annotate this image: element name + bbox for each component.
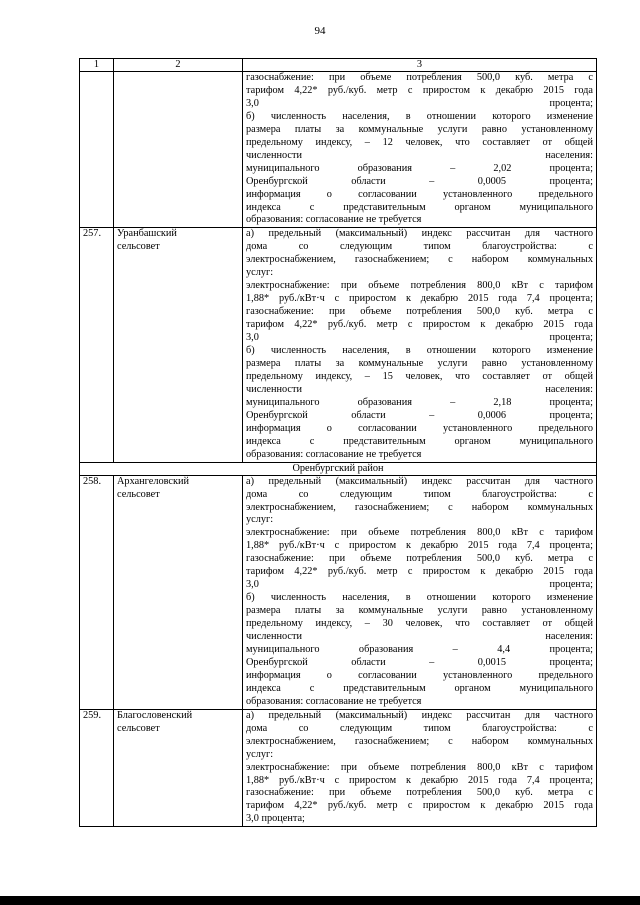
municipality-name-line: Благословенский [117,709,193,721]
detail-line: газоснабжение: при объеме потребления 500,0 куб. метра с [246,72,593,83]
detail-line: размера платы за коммунальные услуги равно установленному [246,123,593,135]
detail-line: электроснабжение: при объеме потребления 800,0 кВт с тарифом [246,280,593,292]
detail-line: дома со следующим типом благоустройства: с [246,488,593,500]
detail-line: 1,88* руб./кВт⋅ч с приростом к декабрю 2015 года 7,4 процента; [246,540,593,552]
detail-line: численности населения: [246,149,593,161]
detail-line: тарифом 4,22* руб./куб. метр с приростом к декабрю 2015 года [246,319,593,331]
detail-line: газоснабжение: при объеме потребления 500,0 куб. метра с [246,306,593,318]
detail-line: муниципального образования – 4,4 процента; [246,643,593,655]
detail-line: 3,0 процента; [246,97,593,109]
detail-line: информация о согласовании установленного предельного [246,188,593,200]
details-cell [243,709,597,827]
municipality-name-line: сельсовет [117,488,160,500]
detail-line: 1,88* руб./кВт⋅ч с приростом к декабрю 2015 года 7,4 процента; [246,774,593,786]
municipality-name-line: сельсовет [117,722,160,734]
detail-line: Оренбургской области – 0,0006 процента; [246,409,593,421]
detail-line: электроснабжением, газоснабжением; с набором коммунальных [246,501,593,513]
detail-line: информация о согласовании установленного предельного [246,669,593,681]
detail-line: информация о согласовании установленного предельного [246,422,593,434]
detail-line: предельному индексу, – 30 человек, что составляет от общей [246,618,593,630]
detail-line: индекса с представительным органом муниципального [246,435,593,447]
detail-line: численности населения: [246,383,593,395]
detail-line: размера платы за коммунальные услуги равно установленному [246,605,593,617]
municipality-name [114,475,243,709]
detail-line: предельному индексу, – 12 человек, что составляет от общей [246,136,593,148]
detail-line: размера платы за коммунальные услуги равно установленному [246,357,593,369]
detail-line: б) численность населения, в отношении которого изменение [246,110,593,122]
detail-line: 3,0 процента; [246,813,305,825]
municipality-name-line: Уранбашский [117,228,177,240]
header-col-1: 1 [80,59,114,72]
municipality-cell [114,72,243,228]
detail-line: электроснабжением, газоснабжением; с набором коммунальных [246,735,593,747]
detail-line: образования: согласование не требуется [246,448,422,460]
detail-line: а) предельный (максимальный) индекс рассчитан для частного [246,709,593,721]
detail-line: тарифом 4,22* руб./куб. метр с приростом к декабрю 2015 года [246,84,593,96]
detail-line: муниципального образования – 2,18 процента; [246,396,593,408]
detail-line: муниципального образования – 2,02 процента; [246,162,593,174]
municipality-name [114,228,243,462]
detail-line: газоснабжение: при объеме потребления 500,0 куб. метра с [246,553,593,565]
detail-line: услуг: [246,748,274,760]
continued-row [80,72,597,228]
details-cell [243,475,597,709]
municipality-name-line: Архангеловский [117,475,190,487]
detail-line: электроснабжение: при объеме потребления 800,0 кВт с тарифом [246,527,593,539]
detail-line: электроснабжение: при объеме потребления 800,0 кВт с тарифом [246,761,593,773]
detail-line: образования: согласование не требуется [246,214,422,226]
region-row [80,462,597,475]
details-cell [243,72,597,228]
scan-border-bottom [0,896,640,905]
detail-line: б) численность населения, в отношении которого изменение [246,345,593,357]
detail-line: 3,0 процента; [246,579,593,591]
detail-line: образования: согласование не требуется [246,695,422,707]
detail-line: 3,0 процента; [246,332,593,344]
details-cell [243,228,597,462]
detail-line: услуг: [246,514,274,526]
table-row [80,475,597,709]
table-header-row [80,59,597,72]
detail-line: численности населения: [246,631,593,643]
detail-line: дома со следующим типом благоустройства: с [246,241,593,253]
detail-line: а) предельный (максимальный) индекс рассчитан для частного [246,475,593,487]
row-number-cell [80,72,114,228]
detail-line: а) предельный (максимальный) индекс рассчитан для частного [246,228,593,240]
detail-line: услуг: [246,267,274,279]
page-number: 94 [314,25,326,37]
detail-line: индекса с представительным органом муниципального [246,201,593,213]
detail-line: предельному индексу, – 15 человек, что составляет от общей [246,370,593,382]
row-number: 257. [80,228,114,462]
detail-line: Оренбургской области – 0,0005 процента; [246,175,593,187]
header-col-2: 2 [114,59,243,72]
detail-line: тарифом 4,22* руб./куб. метр с приростом к декабрю 2015 года [246,566,593,578]
row-number: 258. [80,475,114,709]
municipality-name [114,709,243,827]
municipality-name-line: сельсовет [117,241,160,253]
detail-line: 1,88* руб./кВт⋅ч с приростом к декабрю 2015 года 7,4 процента; [246,293,593,305]
detail-line: тарифом 4,22* руб./куб. метр с приростом к декабрю 2015 года [246,800,593,812]
detail-line: индекса с представительным органом муниципального [246,682,593,694]
indices-table [79,58,597,827]
detail-line: газоснабжение: при объеме потребления 500,0 куб. метра с [246,787,593,799]
detail-line: б) численность населения, в отношении которого изменение [246,592,593,604]
row-number: 259. [80,709,114,827]
table-row [80,709,597,827]
header-col-3: 3 [243,59,597,72]
detail-line: дома со следующим типом благоустройства: с [246,722,593,734]
table-row [80,228,597,462]
region-title: Оренбургский район [80,462,597,475]
detail-line: электроснабжением, газоснабжением; с набором коммунальных [246,254,593,266]
detail-line: Оренбургской области – 0,0015 процента; [246,656,593,668]
